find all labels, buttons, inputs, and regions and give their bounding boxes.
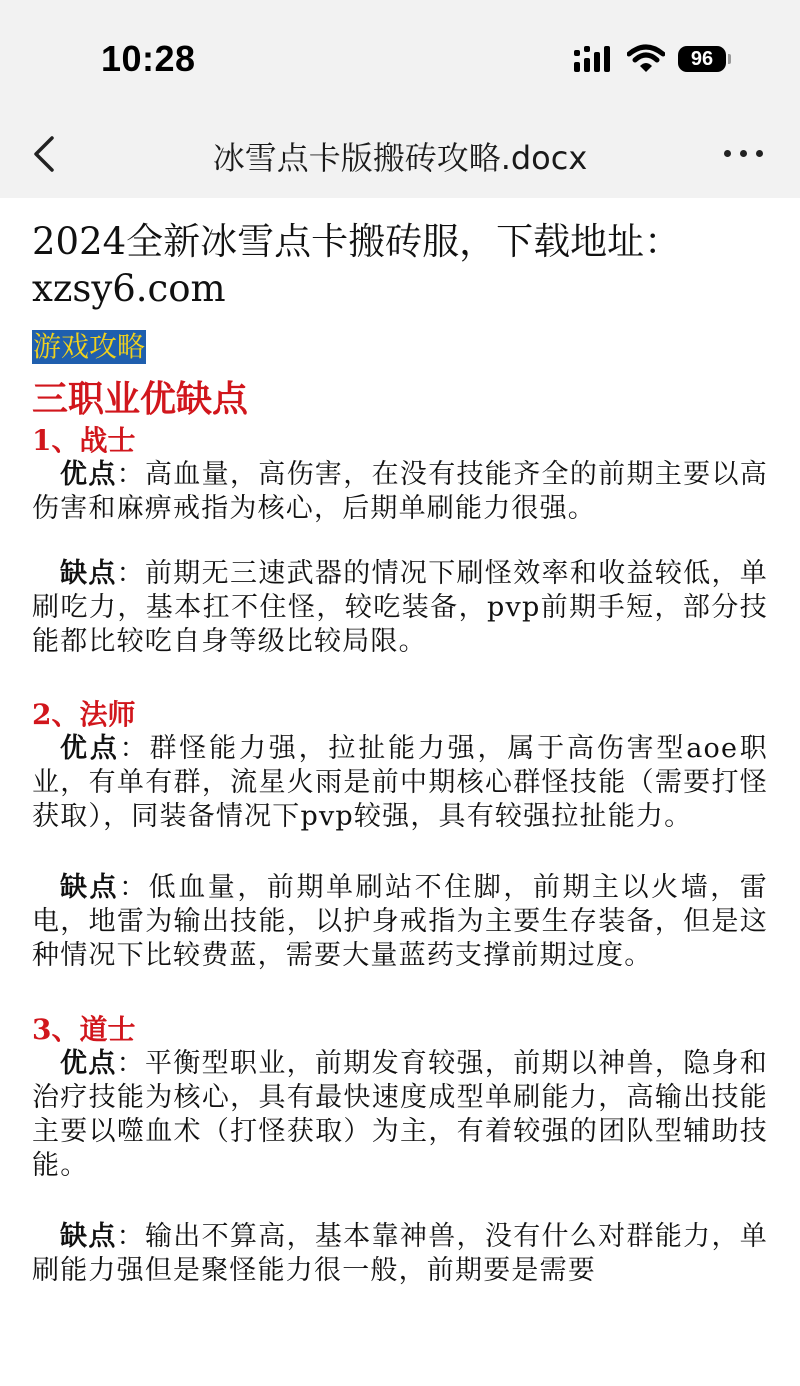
battery-tip xyxy=(728,54,731,64)
pros-text: ：群怪能力强，拉扯能力强，属于高伤害型aoe职业，有单有群，流星火雨是前中期核心群怪技能（需要打怪获取），同装备情况下pvp较强，具有较强拉扯能力。 xyxy=(32,733,769,832)
status-time: 10:28 xyxy=(101,38,196,79)
document-title: 冰雪点卡版搬砖攻略.docx xyxy=(212,139,588,177)
class-title-taoist: 3、道士 xyxy=(32,1013,136,1046)
pros-text: ：平衡型职业，前期发育较强，前期以神兽，隐身和治疗技能为核心，具有最快速度成型单刷能力，高输出技能主要以噬血术（打怪获取）为主，有着较强的团队型辅助技能。 xyxy=(32,1048,768,1181)
pros-label: 优点 xyxy=(60,459,117,490)
cons-text: ：输出不算高，基本靠神兽，没有什么对群能力，单刷能力强但是聚怪能力很一般，前期要是需要 xyxy=(32,1221,768,1286)
pros-label: 优点 xyxy=(60,733,120,764)
cons-label: 缺点 xyxy=(60,558,117,589)
cellular-signal-icon xyxy=(574,44,616,74)
chevron-left-icon[interactable] xyxy=(28,134,62,174)
warrior-pros xyxy=(32,458,768,526)
cons-text: ：前期无三速武器的情况下刷怪效率和收益较低，单刷吃力，基本扛不住怪，较吃装备，pvp前期手短，部分技能都比较吃自身等级比较局限。 xyxy=(32,558,768,657)
highlight-tag: 游戏攻略 xyxy=(33,330,146,363)
cons-label: 缺点 xyxy=(60,872,120,903)
document-heading: 2024全新冰雪点卡搬砖服，下载地址：xzsy6.com xyxy=(32,220,682,310)
mage-pros xyxy=(32,732,768,834)
cons-text: ：低血量，前期单刷站不住脚，前期主以火墙，雷电，地雷为输出技能，以护身戒指为主要生存装备，但是这种情况下比较费蓝，需要大量蓝药支撑前期过度。 xyxy=(32,872,768,971)
class-title-mage: 2、法师 xyxy=(32,698,136,731)
top-bar xyxy=(0,0,800,198)
wifi-icon xyxy=(627,44,665,74)
pros-text: ：高血量，高伤害，在没有技能齐全的前期主要以高伤害和麻痹戒指为核心，后期单刷能力很强。 xyxy=(32,459,768,524)
taoist-pros xyxy=(32,1047,768,1183)
warrior-cons xyxy=(32,557,768,659)
more-horizontal-icon[interactable] xyxy=(720,140,766,168)
pros-label: 优点 xyxy=(60,1048,117,1079)
cons-label: 缺点 xyxy=(60,1221,117,1252)
taoist-cons xyxy=(32,1220,768,1288)
class-title-warrior: 1、战士 xyxy=(32,424,136,457)
battery-icon: 96 xyxy=(678,46,726,72)
mage-cons xyxy=(32,871,768,973)
document-body xyxy=(32,218,768,1288)
section-title: 三职业优缺点 xyxy=(32,379,249,420)
